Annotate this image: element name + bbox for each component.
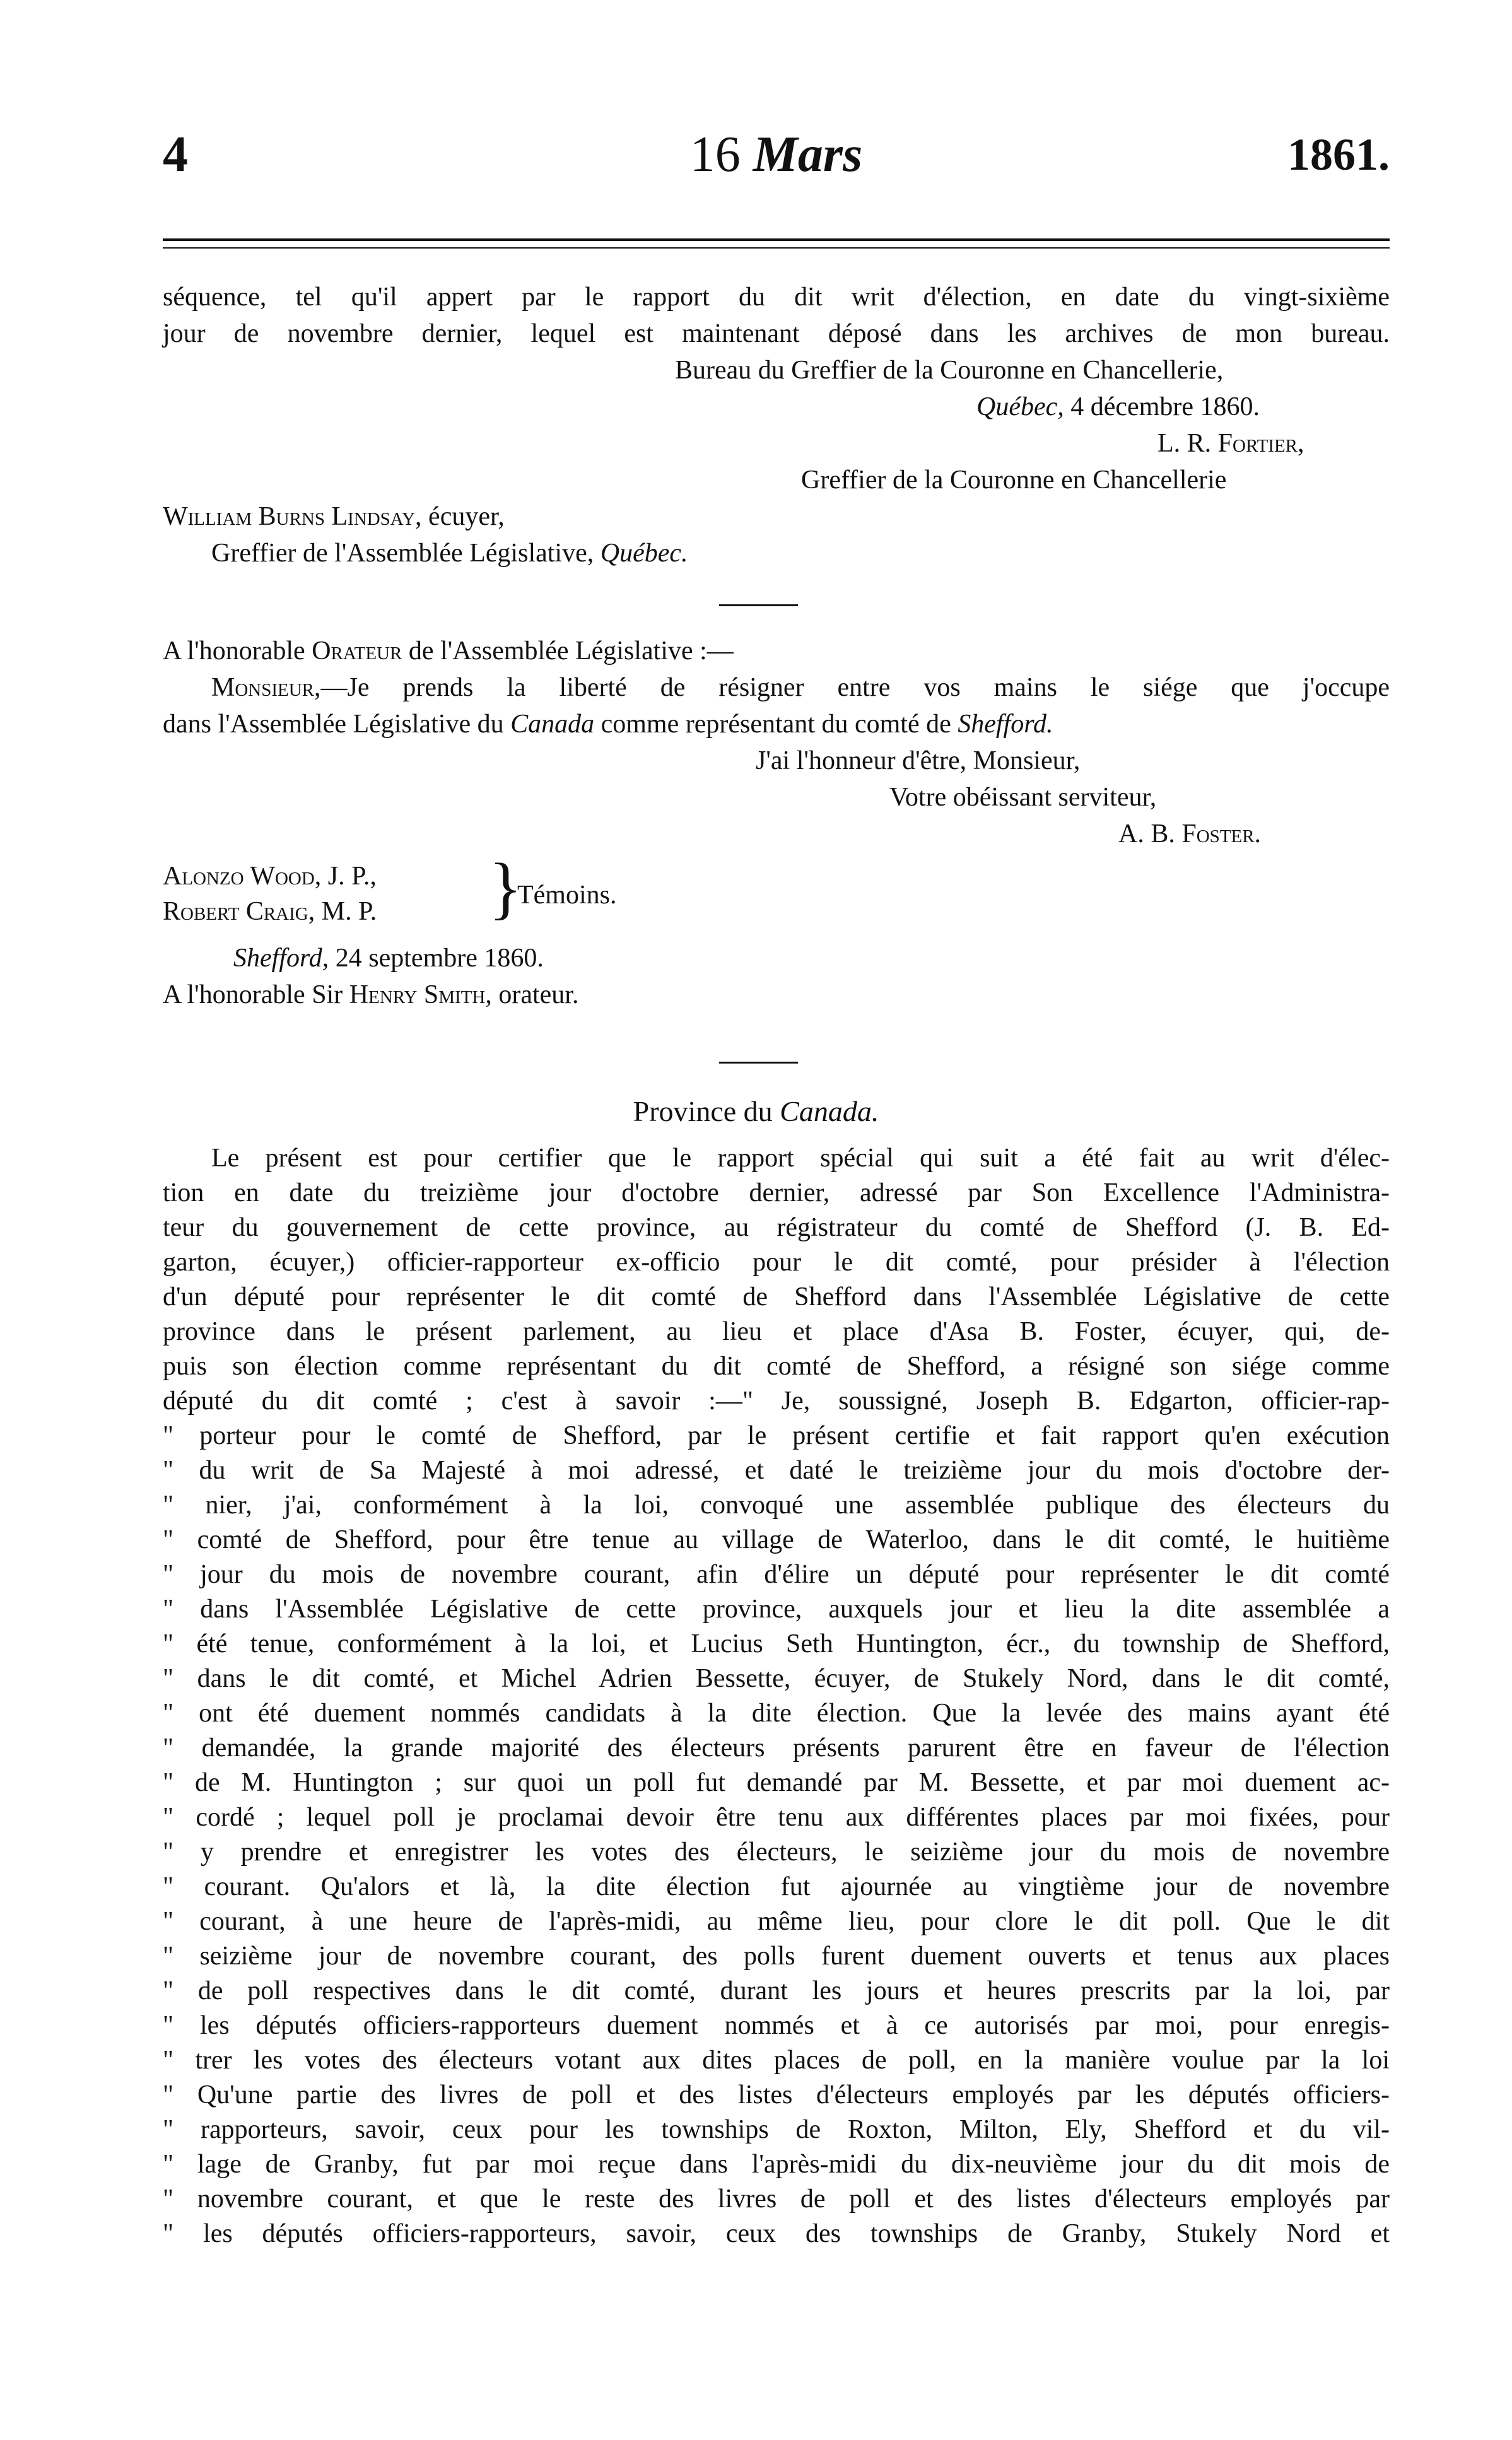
section-text-line: " courant. Qu'alors et là, la dite élection fut ajournée au vingtième jour de novembre (163, 1872, 1390, 1901)
section-text-line: " Qu'une partie des livres de poll et des listes d'électeurs employés par les députés officiers- (163, 2080, 1390, 2109)
heading-text: Province du (633, 1095, 773, 1127)
addressee-name: Henry Smith, (349, 980, 492, 1009)
addressee-title-line (211, 535, 688, 572)
section-text-line: " cordé ; lequel poll je proclamai devoir être tenu aux différentes places par moi fixées, pour (163, 1803, 1390, 1832)
place: Shefford, (233, 944, 329, 973)
section-text-line: garton, écuyer,) officier-rapporteur ex-officio pour le dit comté, pour présider à l'élection (163, 1248, 1390, 1277)
header-rule (163, 238, 1390, 241)
section-text-line: " courant, à une heure de l'après-midi, au même lieu, pour clore le dit poll. Que le dit (163, 1907, 1390, 1936)
section-text-line: " été tenue, conformément à la loi, et Lucius Seth Huntington, écr., du township de Shefford, (163, 1629, 1390, 1658)
body-text: —Je prends la liberté de résigner entre vos mains le siége que j'occupe (320, 673, 1390, 702)
body-opening: Monsieur, (211, 673, 321, 702)
bureau-line: Bureau du Greffier de la Couronne en Chancellerie, (675, 356, 1224, 385)
section-text-line: tion en date du treizième jour d'octobre dernier, adressé par Son Excellence l'Administra- (163, 1178, 1390, 1207)
brace-glyph: } (489, 849, 522, 926)
section-text-line: " demandée, la grande majorité des électeurs présents parurent être en faveur de l'élection (163, 1733, 1390, 1763)
body-text-italic: Canada (510, 710, 595, 739)
section-text-line: Le présent est pour certifier que le rapport spécial qui suit a été fait au writ d'élec- (211, 1144, 1390, 1173)
section-text-line: " ont été duement nommés candidats à la dite élection. Que la levée des mains ayant été (163, 1699, 1390, 1728)
section-text-line: " lage de Granby, fut par moi reçue dans l'après-midi du dix-neuvième jour du dit mois de (163, 2150, 1390, 2179)
text-line: séquence, tel qu'il appert par le rapport du dit writ d'élection, en date du vingt-sixième (163, 283, 1390, 312)
section-text-line: " jour du mois de novembre courant, afin d'élire un député pour représenter le dit comté (163, 1560, 1390, 1589)
signer-name: L. R. Fortier, (1157, 429, 1304, 458)
salutation (163, 633, 734, 669)
closing-line: Votre obéissant serviteur, (889, 783, 1157, 812)
body-text-italic: Shefford. (958, 710, 1053, 739)
body-text: dans l'Assemblée Législative du (163, 710, 504, 739)
addressee-line (163, 977, 578, 1013)
section-text-line: puis son élection comme représentant du dit comté de Shefford, a résigné son siége comme (163, 1352, 1390, 1381)
section-text-line: " dans l'Assemblée Législative de cette province, auxquels jour et lieu la dite assemblée a (163, 1595, 1390, 1624)
signer-title: Greffier de la Couronne en Chancellerie (801, 466, 1227, 495)
section-text-line: " comté de Shefford, pour être tenue au village de Waterloo, dans le dit comté, le huitième (163, 1525, 1390, 1554)
section-text-line: " les députés officiers-rapporteurs, savoir, ceux des townships de Granby, Stukely Nord et (163, 2219, 1390, 2248)
witness-label: Témoins. (517, 881, 617, 910)
page-date-title (163, 126, 1390, 184)
heading-text-italic: Canada. (780, 1095, 879, 1127)
page-number: 4 (163, 127, 188, 182)
signer-name: A. B. Foster. (1118, 819, 1262, 848)
section-text-line: " du writ de Sa Majesté à moi adressé, et daté le treizième jour du mois d'octobre der- (163, 1456, 1390, 1485)
letter-body-line (163, 706, 1053, 742)
section-text-line: " novembre courant, et que le reste des livres de poll et des listes d'électeurs employés par (163, 2185, 1390, 2214)
section-text-line: province dans le présent parlement, au lieu et place d'Asa B. Foster, écuyer, qui, de- (163, 1317, 1390, 1346)
addressee-pre: A l'honorable Sir (163, 980, 343, 1009)
body-text: comme représentant du comté de (601, 710, 951, 739)
addressee-post: orateur. (498, 980, 579, 1009)
section-text-line: teur du gouvernement de cette province, au régistrateur du comté de Shefford (J. B. Ed- (163, 1213, 1390, 1242)
page-year: 1861. (1287, 129, 1390, 180)
text-line: jour de novembre dernier, lequel est maintenant déposé dans les archives de mon bureau. (163, 319, 1390, 348)
section-text-line: " rapporteurs, savoir, ceux pour les townships de Roxton, Milton, Ely, Shefford et du vil- (163, 2115, 1390, 2144)
place-date-line (976, 389, 1260, 425)
salutation-name: Orateur (312, 636, 402, 666)
letter-body-line (211, 669, 1390, 706)
section-text-line: " les députés officiers-rapporteurs duement nommés et à ce autorisés par moi, pour enregis- (163, 2011, 1390, 2040)
section-text-line: " trer les votes des électeurs votant aux dites places de poll, en la manière voulue par la loi (163, 2046, 1390, 2075)
salutation-post: de l'Assemblée Législative :— (408, 636, 734, 666)
place-date-line (233, 940, 544, 977)
place: Québec, (976, 392, 1064, 421)
addressee-suffix: écuyer, (428, 502, 505, 531)
section-text-line: " dans le dit comté, et Michel Adrien Bessette, écuyer, de Stukely Nord, dans le dit comté, (163, 1664, 1390, 1693)
witness-name: Robert Craig, M. P. (163, 897, 377, 926)
addressee-title: Greffier de l'Assemblée Législative, (211, 539, 594, 568)
section-text-line: " de poll respectives dans le dit comté, durant les jours et heures prescrits par la loi, par (163, 1976, 1390, 2005)
separator-rule (719, 604, 798, 606)
separator-rule (719, 1062, 798, 1064)
date: 24 septembre 1860. (335, 944, 544, 973)
date-day: 16 (689, 127, 741, 182)
section-heading (0, 1093, 1512, 1130)
section-text-line: " porteur pour le comté de Shefford, par le présent certifie et fait rapport qu'en exécution (163, 1421, 1390, 1450)
section-text-line: " nier, j'ai, conformément à la loi, convoqué une assemblée publique des électeurs du (163, 1491, 1390, 1520)
date: 4 décembre 1860. (1070, 392, 1260, 421)
header-rule-thin (163, 247, 1390, 249)
section-text-line: " de M. Huntington ; sur quoi un poll fut demandé par M. Bessette, et par moi duement ac- (163, 1768, 1390, 1797)
closing-line: J'ai l'honneur d'être, Monsieur, (756, 746, 1081, 775)
section-text-line: " seizième jour de novembre courant, des polls furent duement ouverts et tenus aux places (163, 1942, 1390, 1971)
addressee-name: William Burns Lindsay, (163, 502, 422, 531)
section-text-line: d'un député pour représenter le dit comté de Shefford dans l'Assemblée Législative de cette (163, 1282, 1390, 1311)
section-text-line: député du dit comté ; c'est à savoir :—" Je, soussigné, Joseph B. Edgarton, officier-rap- (163, 1387, 1390, 1416)
salutation-pre: A l'honorable (163, 636, 305, 666)
addressee-line (163, 498, 505, 535)
section-text-line: " y prendre et enregistrer les votes des électeurs, le seizième jour du mois de novembre (163, 1838, 1390, 1867)
witness-name: Alonzo Wood, J. P., (163, 862, 377, 891)
page-header (163, 126, 1390, 196)
date-month: Mars (753, 127, 863, 182)
addressee-place: Québec. (600, 539, 688, 568)
